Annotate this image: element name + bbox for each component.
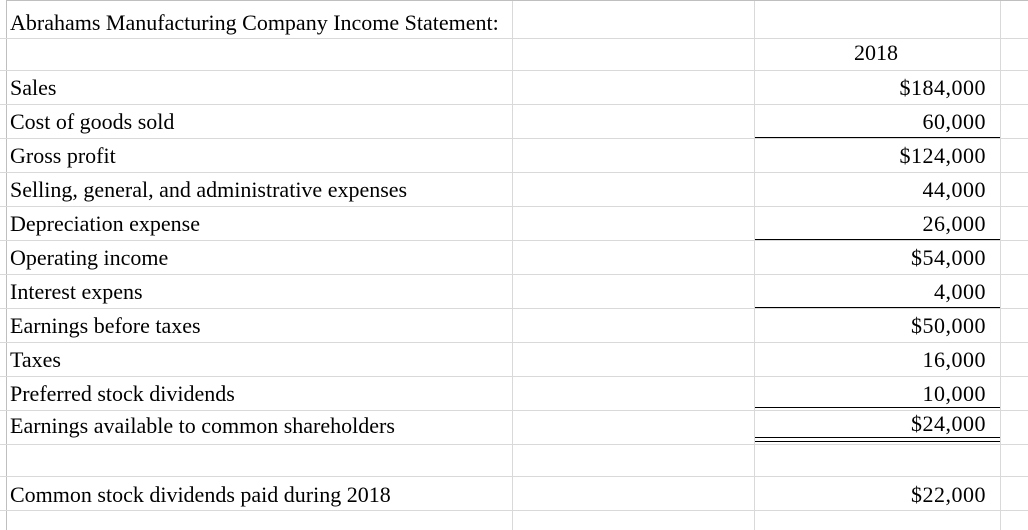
row-label-depreciation[interactable]: Depreciation expense [10, 211, 200, 236]
statement-title[interactable]: Abrahams Manufacturing Company Income Statement: [10, 10, 499, 35]
row-value-cogs[interactable]: 60,000 [922, 109, 986, 134]
grid-line [0, 38, 1028, 39]
top-border [6, 0, 1028, 1]
grid-line [0, 206, 1028, 207]
grid-line [0, 476, 1028, 477]
row-label-operating-income[interactable]: Operating income [10, 245, 169, 270]
grid-line [0, 172, 1028, 173]
row-value-preferred-dividends[interactable]: 10,000 [922, 381, 986, 406]
row-label-sales[interactable]: Sales [10, 75, 57, 100]
row-label-ebt[interactable]: Earnings before taxes [10, 313, 201, 338]
row-value-sales[interactable]: $184,000 [899, 75, 986, 100]
grid-line [0, 444, 1028, 445]
row-label-earnings-common[interactable]: Earnings available to common shareholders [10, 413, 395, 438]
underline [755, 307, 1000, 308]
row-value-operating-income[interactable]: $54,000 [911, 245, 986, 270]
row-label-taxes[interactable]: Taxes [10, 347, 61, 372]
row-value-sga[interactable]: 44,000 [922, 177, 986, 202]
row-value-depreciation[interactable]: 26,000 [922, 211, 986, 236]
grid-line [0, 274, 1028, 275]
grid-line [0, 410, 1028, 411]
row-label-interest[interactable]: Interest expens [10, 279, 143, 304]
grid-line [0, 138, 1028, 139]
row-label-preferred-dividends[interactable]: Preferred stock dividends [10, 381, 235, 406]
double-underline [755, 437, 1000, 442]
grid-line [0, 510, 1028, 511]
underline [755, 239, 1000, 240]
underline [755, 137, 1000, 138]
row-value-common-dividends[interactable]: $22,000 [911, 482, 986, 507]
grid-line [0, 308, 1028, 309]
row-value-ebt[interactable]: $50,000 [911, 313, 986, 338]
left-border [6, 0, 7, 530]
row-label-sga[interactable]: Selling, general, and administrative expenses [10, 177, 408, 202]
grid-line [0, 70, 1028, 71]
row-value-interest[interactable]: 4,000 [934, 279, 986, 304]
row-value-gross-profit[interactable]: $124,000 [899, 143, 986, 168]
underline [755, 407, 1000, 408]
grid-line [0, 104, 1028, 105]
year-header[interactable]: 2018 [854, 40, 898, 65]
row-label-cogs[interactable]: Cost of goods sold [10, 109, 175, 134]
row-label-common-dividends[interactable]: Common stock dividends paid during 2018 [10, 482, 391, 507]
row-value-earnings-common[interactable]: $24,000 [911, 411, 986, 436]
grid-line [0, 342, 1028, 343]
grid-line [0, 376, 1028, 377]
grid-line [0, 240, 1028, 241]
row-value-taxes[interactable]: 16,000 [922, 347, 986, 372]
row-label-gross-profit[interactable]: Gross profit [10, 143, 116, 168]
